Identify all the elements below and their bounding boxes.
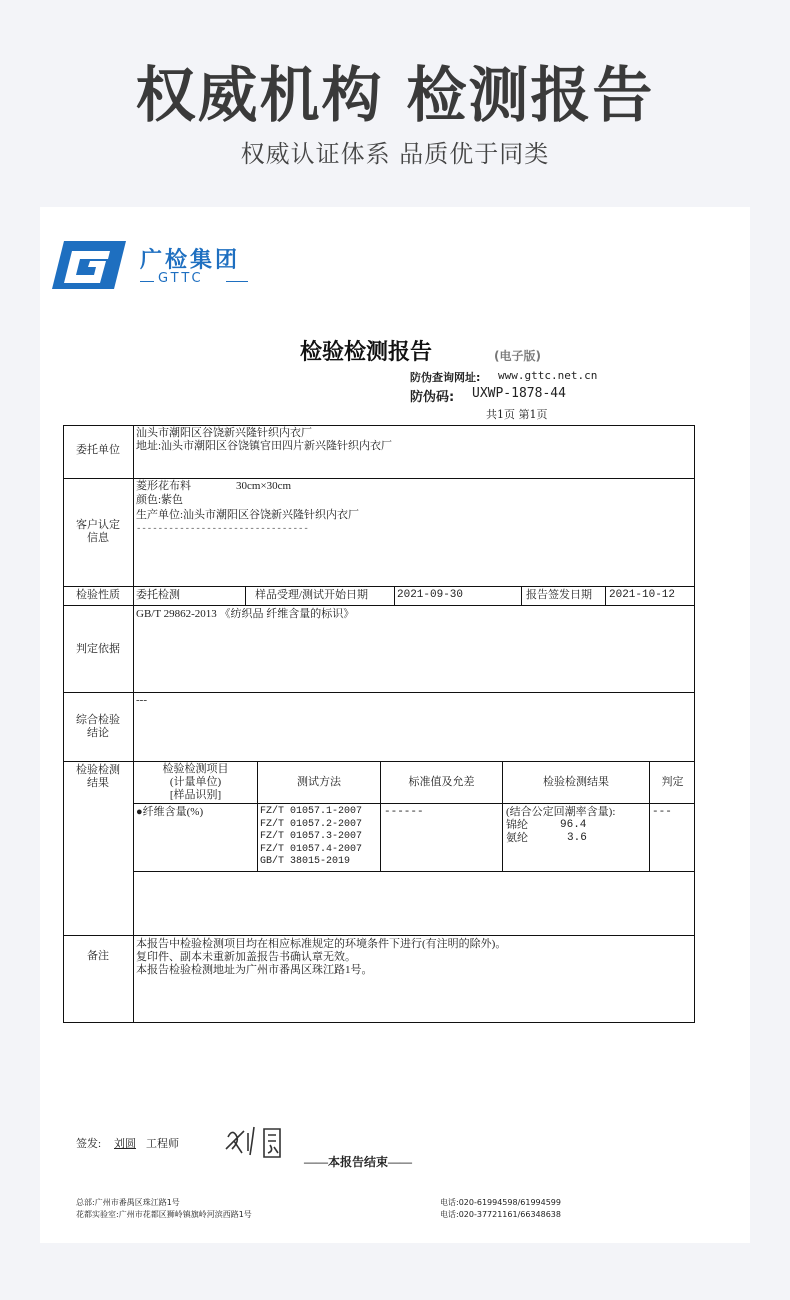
report-end: ——本报告结束——	[304, 1155, 413, 1169]
logo-abbr: GTTC	[158, 271, 204, 286]
remark-line-3: 本报告检验检测地址为广州市番禺区珠江路1号。	[136, 964, 373, 976]
header-standard: 标准值及允差	[408, 776, 475, 788]
gttc-logo	[50, 239, 250, 297]
method-3: FZ/T 01057.3-2007	[260, 831, 363, 842]
logo-name: 广检集团	[140, 248, 241, 273]
signature-icon	[222, 1119, 302, 1161]
footer-hq: 总部:广州市番禺区珠江路1号	[76, 1198, 180, 1207]
result-standard: ------	[384, 806, 424, 818]
page-count: 共1页 第1页	[486, 408, 548, 421]
remarks-label: 备注	[87, 950, 109, 962]
issue-date-label: 报告签发日期	[526, 589, 592, 601]
nature-value: 委托检测	[136, 589, 180, 601]
info-dashes: --------------------------------	[136, 524, 309, 534]
sign-label: 签发:	[76, 1138, 102, 1150]
results-label: 检验检测 结果	[76, 764, 120, 789]
remark-line-2: 复印件、副本未重新加盖报告书确认章无效。	[136, 951, 356, 963]
nature-label: 检验性质	[76, 589, 120, 601]
hero-subtitle: 权威认证体系 品质优于同类	[240, 140, 550, 168]
hero-title: 权威机构 检测报告	[135, 61, 655, 131]
header-item: 检验检测项目 (计量单位) [样品识别]	[162, 763, 229, 801]
fiber-1-value: 96.4	[560, 819, 587, 831]
query-url: www.gttc.net.cn	[498, 369, 598, 382]
footer-tel-2: 电话:020-37721161/66348638	[440, 1210, 561, 1219]
client-address: 地址:汕头市潮阳区谷饶镇官田四片新兴隆针织内衣厂	[136, 440, 393, 452]
conclusion-label: 综合检验 结论	[76, 714, 120, 739]
sample-producer: 生产单位:汕头市潮阳区谷饶新兴隆针织内衣厂	[136, 509, 360, 521]
method-5: GB/T 38015-2019	[260, 856, 351, 867]
method-4: FZ/T 01057.4-2007	[260, 843, 363, 855]
anti-fake-code-label: 防伪码:	[410, 390, 455, 405]
report-edition: (电子版)	[494, 349, 541, 363]
result-judge: ---	[652, 806, 672, 818]
conclusion-text: ---	[136, 694, 147, 706]
method-1: FZ/T 01057.1-2007	[260, 806, 363, 817]
sample-color: 颜色:紫色	[136, 494, 184, 506]
basis-label: 判定依据	[76, 643, 120, 655]
method-2: FZ/T 01057.2-2007	[260, 818, 363, 830]
footer-tel-1: 电话:020-61994598/61994599	[440, 1198, 561, 1207]
fiber-1-name: 锦纶	[506, 819, 528, 831]
signer-name: 刘圆	[114, 1138, 136, 1150]
footer-lab: 花都实验室:广州市花都区狮岭镇旗岭河滨西路1号	[76, 1210, 252, 1219]
sample-size: 30cm×30cm	[236, 480, 292, 492]
gttc-logo-icon	[50, 239, 128, 291]
start-date-label: 样品受理/测试开始日期	[255, 589, 369, 601]
sample-name: 菱形花布料	[136, 480, 191, 492]
result-methods	[260, 806, 362, 869]
header-judge: 判定	[661, 776, 684, 788]
client-label: 委托单位	[76, 444, 120, 456]
result-note: (结合公定回潮率含量):	[506, 806, 616, 818]
anti-fake-code: UXWP-1878-44	[472, 386, 566, 401]
customer-info-label: 客户认定 信息	[76, 519, 120, 544]
report-title: 检验检测报告	[300, 339, 433, 365]
fiber-2-name: 氨纶	[506, 832, 528, 844]
start-date: 2021-09-30	[397, 589, 464, 601]
basis-text: GB/T 29862-2013 《纺织品 纤维含量的标识》	[136, 608, 355, 620]
header-method: 测试方法	[297, 776, 341, 788]
signer-title: 工程师	[146, 1138, 179, 1150]
client-name: 汕头市潮阳区谷饶新兴隆针织内衣厂	[136, 427, 312, 439]
fiber-2-value: 3.6	[567, 832, 587, 844]
header-result: 检验检测结果	[543, 776, 609, 788]
remark-line-1: 本报告中检验检测项目均在相应标准规定的环境条件下进行(有注明的除外)。	[136, 938, 507, 950]
issue-date: 2021-10-12	[609, 589, 676, 601]
report-paper	[40, 207, 750, 1243]
result-item: ●纤维含量(%)	[136, 806, 204, 818]
query-url-label: 防伪查询网址:	[410, 371, 481, 384]
